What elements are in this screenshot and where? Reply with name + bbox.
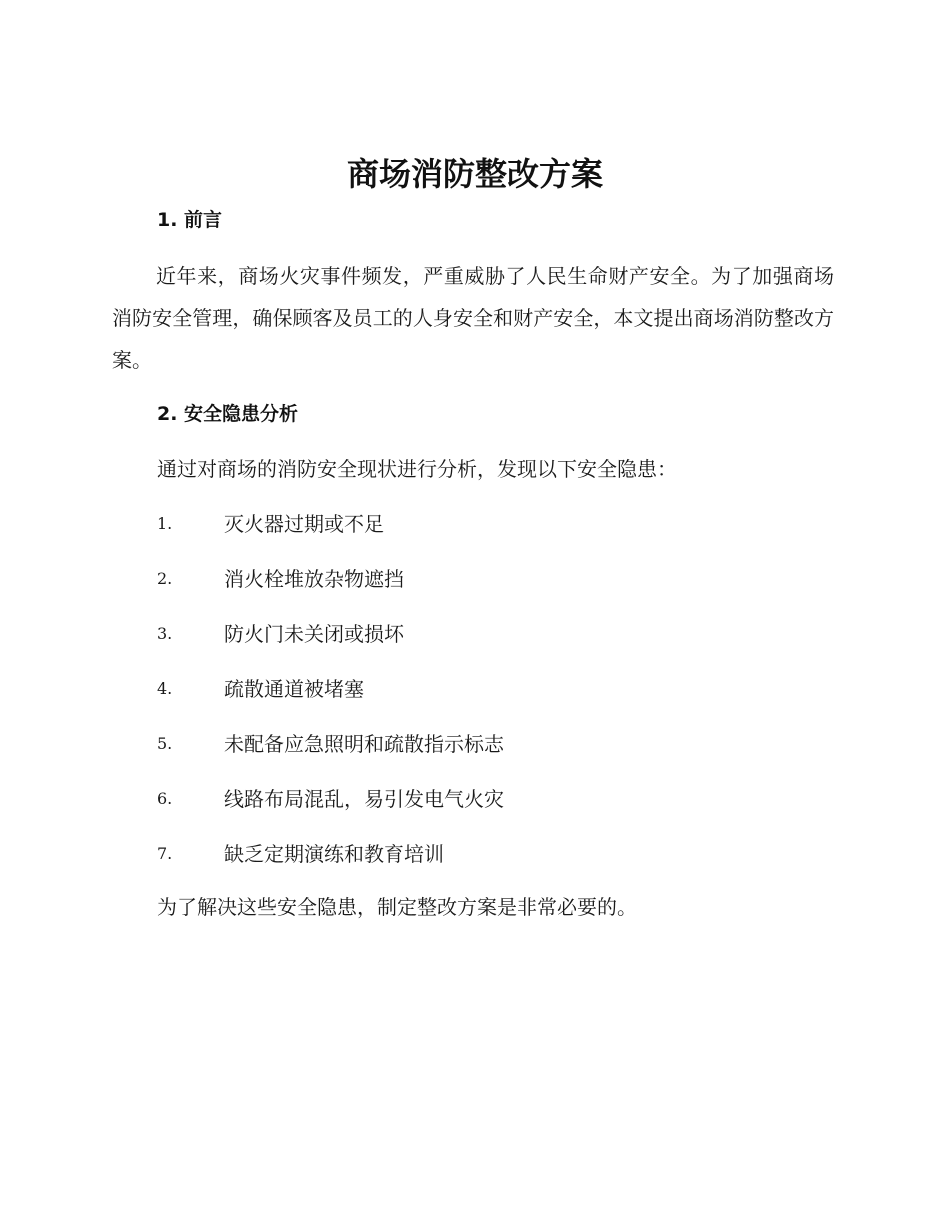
list-item-text: 缺乏定期演练和教育培训 xyxy=(224,842,444,866)
list-item-text: 防火门未关闭或损坏 xyxy=(224,622,404,646)
list-item-text: 线路布局混乱，易引发电气火灾 xyxy=(224,787,504,811)
list-item-number: 5. xyxy=(157,734,173,753)
list-item-number: 2. xyxy=(157,569,173,588)
list-item-text: 未配备应急照明和疏散指示标志 xyxy=(224,732,504,756)
list-item-number: 1. xyxy=(157,514,173,533)
hazard-analysis-lead: 通过对商场的消防安全现状进行分析，发现以下安全隐患： xyxy=(157,457,677,481)
list-item-number: 3. xyxy=(157,624,173,643)
list-item-text: 灭火器过期或不足 xyxy=(224,512,384,536)
section-heading-preface: 1. 前言 xyxy=(157,209,223,231)
list-item-text: 消火栓堆放杂物遮挡 xyxy=(224,567,404,591)
preface-paragraph: 近年来，商场火灾事件频发，严重威胁了人民生命财产安全。为了加强商场消防安全管理，确保顾客及员工的人身安全和财产安全，本文提出商场消防整改方案。 xyxy=(112,264,834,372)
list-item-number: 4. xyxy=(157,679,173,698)
list-item-number: 6. xyxy=(157,789,173,808)
hazard-analysis-conclusion: 为了解决这些安全隐患，制定整改方案是非常必要的。 xyxy=(157,895,637,919)
section-heading-hazard-analysis: 2. 安全隐患分析 xyxy=(157,403,299,425)
list-item-number: 7. xyxy=(157,844,173,863)
list-item-text: 疏散通道被堵塞 xyxy=(224,677,364,701)
document-title: 商场消防整改方案 xyxy=(346,155,603,193)
